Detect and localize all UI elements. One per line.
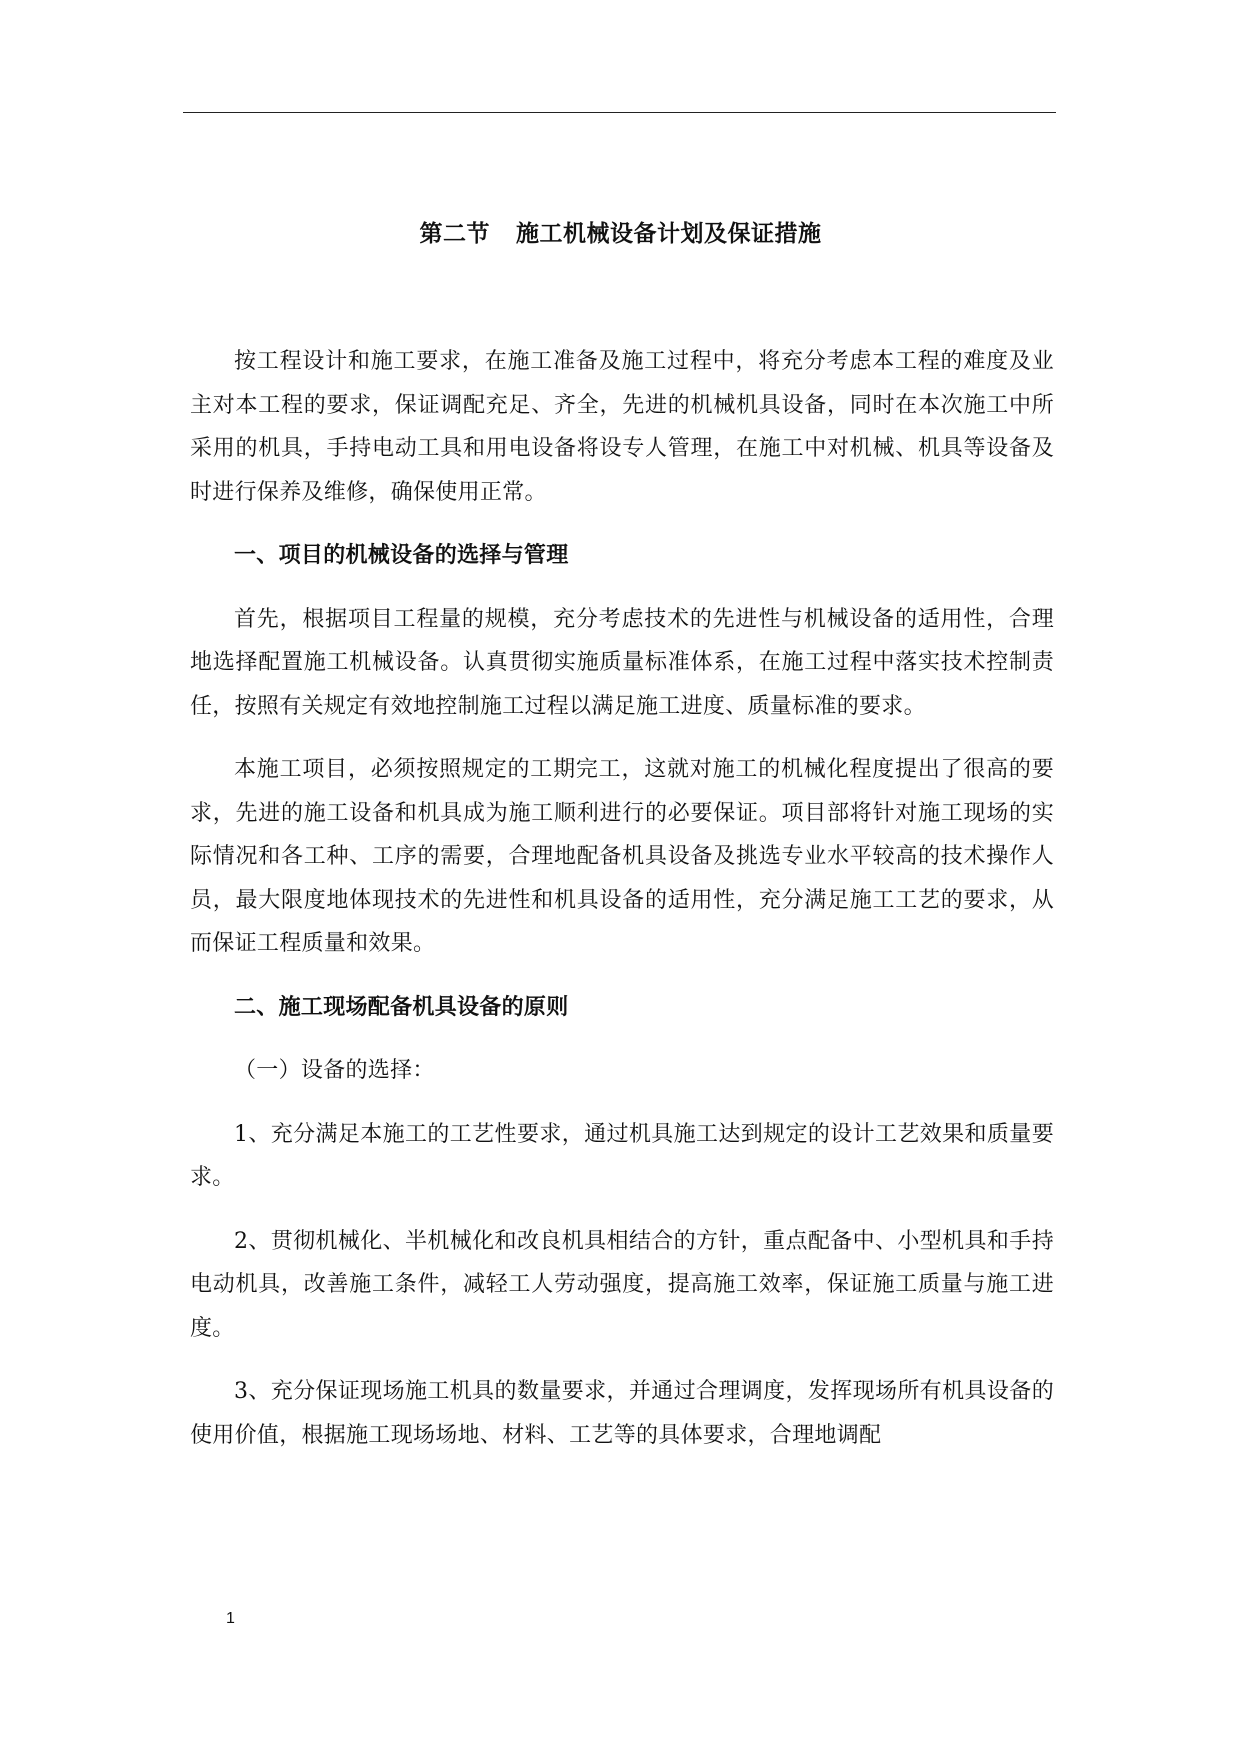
document-body (190, 340, 1054, 1477)
subheading-equipment-choice: （一）设备的选择： (234, 1058, 435, 1083)
heading-equipment-selection-management: 一、项目的机械设备的选择与管理 (234, 542, 569, 568)
header-rule (183, 112, 1056, 113)
list-item-1: 1、充分满足本施工的工艺性要求，通过机具施工达到规定的设计工艺效果和质量要求。 (190, 1121, 1054, 1190)
heading-equipment-principles: 二、施工现场配备机具设备的原则 (234, 993, 569, 1020)
section-number: 第二节 (419, 220, 490, 247)
section-title-text: 施工机械设备计划及保证措施 (516, 220, 822, 247)
list-item-3: 3、充分保证现场施工机具的数量要求，并通过合理调度，发挥现场所有机具设备的使用价值，根据施工现场场地、材料、工艺等的具体要求，合理地调配 (190, 1379, 1054, 1448)
page-number: 1 (226, 1610, 235, 1627)
intro-paragraph: 按工程设计和施工要求，在施工准备及施工过程中，将充分考虑本工程的难度及业主对本工程的要求，保证调配充足、齐全，先进的机械机具设备，同时在本次施工中所采用的机具，手持电动工具和用电设备将设专人管理，在施工中对机械、机具等设备及时进行保养及维修，确保使用正常。 (190, 349, 1054, 505)
paragraph-selection: 首先，根据项目工程量的规模，充分考虑技术的先进性与机械设备的适用性，合理地选择配置施工机械设备。认真贯彻实施质量标准体系，在施工过程中落实技术控制责任，按照有关规定有效地控制施工过程以满足施工进度、质量标准的要求。 (190, 606, 1054, 719)
page-title (0, 215, 1241, 248)
paragraph-schedule: 本施工项目，必须按照规定的工期完工，这就对施工的机械化程度提出了很高的要求，先进的施工设备和机具成为施工顺利进行的必要保证。项目部将针对施工现场的实际情况和各工种、工序的需要，合理地配备机具设备及挑选专业水平较高的技术操作人员，最大限度地体现技术的先进性和机具设备的适用性，充分满足施工工艺的要求，从而保证工程质量和效果。 (190, 757, 1054, 956)
list-item-2: 2、贯彻机械化、半机械化和改良机具相结合的方针，重点配备中、小型机具和手持电动机具，改善施工条件，减轻工人劳动强度，提高施工效率，保证施工质量与施工进度。 (190, 1228, 1054, 1341)
